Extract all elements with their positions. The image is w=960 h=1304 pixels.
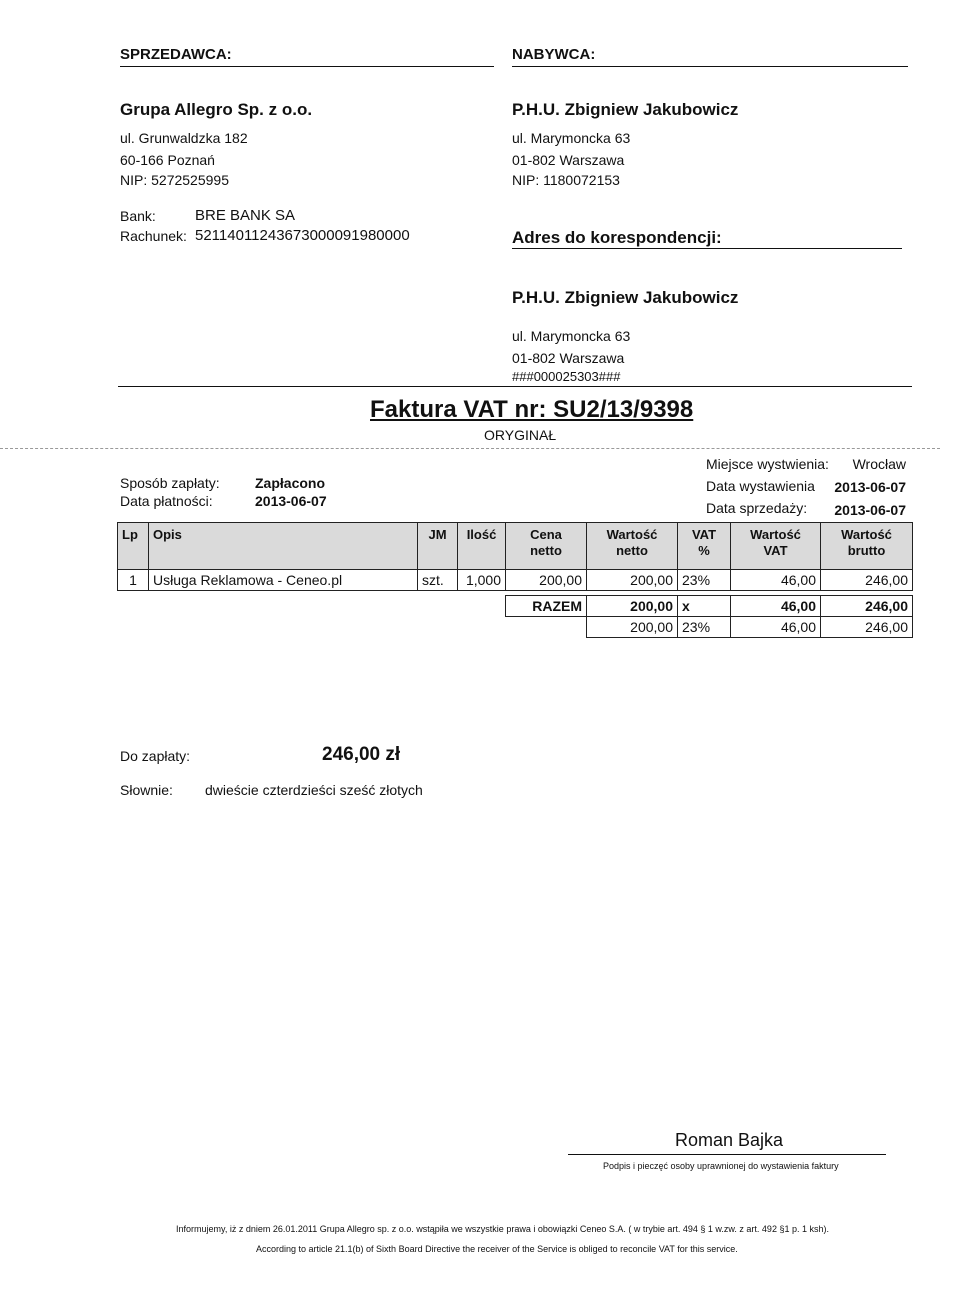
issue-date-label: Data wystawienia xyxy=(706,478,815,494)
col-lp: Lp xyxy=(118,523,149,570)
seller-heading: SPRZEDAWCA: xyxy=(120,46,232,63)
buyer-name: P.H.U. Zbigniew Jakubowicz xyxy=(512,100,739,119)
totals-netto: 200,00 xyxy=(587,596,678,617)
row-wartosc-brutto: 246,00 xyxy=(821,570,913,591)
account-label: Rachunek: xyxy=(120,228,187,244)
signature-caption: Podpis i pieczęć osoby uprawnionej do wystawienia faktury xyxy=(603,1161,839,1171)
payment-due-value: 2013-06-07 xyxy=(255,493,327,509)
invoice-copy-label: ORYGINAŁ xyxy=(484,427,557,443)
row-wartosc-vat: 46,00 xyxy=(731,570,821,591)
col-wn-line2: netto xyxy=(616,543,648,558)
totals-spacer xyxy=(506,617,587,638)
rate-percent: 23% xyxy=(678,617,731,638)
col-wv-line2: VAT xyxy=(763,543,788,558)
col-wartosc-brutto xyxy=(821,523,913,570)
amount-words-label: Słownie: xyxy=(120,782,173,798)
rate-brutto: 246,00 xyxy=(821,617,913,638)
totals-rate-row xyxy=(506,617,913,638)
col-vat-line2: % xyxy=(698,543,710,558)
correspondence-street: ul. Marymoncka 63 xyxy=(512,328,631,344)
col-wb-line2: brutto xyxy=(847,543,886,558)
issue-place-label: Miejsce wystwienia: xyxy=(706,456,829,472)
correspondence-name: P.H.U. Zbigniew Jakubowicz xyxy=(512,288,739,307)
col-vat xyxy=(678,523,731,570)
signature-name: Roman Bajka xyxy=(675,1130,784,1150)
col-wn-line1: Wartość xyxy=(606,527,658,542)
totals-label: RAZEM xyxy=(506,596,587,617)
buyer-nip: NIP: 1180072153 xyxy=(512,172,620,188)
buyer-divider xyxy=(512,66,908,67)
seller-divider xyxy=(120,66,494,67)
issue-place-value: Wrocław xyxy=(852,456,906,472)
totals-vat-rate: x xyxy=(678,596,731,617)
buyer-heading: NABYWCA: xyxy=(512,46,596,63)
payment-method-label: Sposób zapłaty: xyxy=(120,475,220,491)
correspondence-city: 01-802 Warszawa xyxy=(512,350,625,366)
footer-directive: According to article 21.1(b) of Sixth Board Directive the receiver of the Service is obliged to reconcile VAT for this service. xyxy=(256,1244,738,1254)
title-divider xyxy=(118,386,912,387)
row-opis: Usługa Reklamowa - Ceneo.pl xyxy=(149,570,418,591)
seller-nip: NIP: 5272525995 xyxy=(120,172,229,188)
amount-due-label: Do zapłaty: xyxy=(120,748,191,764)
rate-netto: 200,00 xyxy=(587,617,678,638)
bank-label: Bank: xyxy=(120,208,156,224)
row-lp: 1 xyxy=(118,570,149,591)
seller-city: 60-166 Poznań xyxy=(120,152,215,168)
totals-brutto: 246,00 xyxy=(821,596,913,617)
seller-name: Grupa Allegro Sp. z o.o. xyxy=(120,100,313,119)
payment-due-label: Data płatności: xyxy=(120,493,213,509)
col-cena-line1: Cena xyxy=(530,527,562,542)
footer-notice: Informujemy, iż z dniem 26.01.2011 Grupa Allegro sp. z o.o. wstąpiła we wszystkie prawa i obowiązki Ceneo S.A. ( w trybie art. 494 § 1 w.zw. z art. 492 §1 p. 1 ksh). xyxy=(176,1224,829,1234)
col-cena-line2: netto xyxy=(530,543,562,558)
correspondence-heading: Adres do korespondencji: xyxy=(512,228,722,247)
table-row xyxy=(118,570,913,591)
col-wb-line1: Wartość xyxy=(841,527,892,542)
items-header-row xyxy=(118,523,913,570)
totals-table xyxy=(505,595,913,638)
row-cena: 200,00 xyxy=(506,570,587,591)
row-wartosc-netto: 200,00 xyxy=(587,570,678,591)
correspondence-divider xyxy=(512,248,902,249)
invoice-title: Faktura VAT nr: SU2/13/9398 xyxy=(370,396,694,423)
col-vat-line1: VAT xyxy=(691,527,717,542)
amount-due-value: 246,00 zł xyxy=(322,744,401,765)
amount-words-value: dwieście czterdzieści sześć złotych xyxy=(205,782,423,798)
col-opis: Opis xyxy=(149,523,418,570)
row-vat: 23% xyxy=(678,570,731,591)
payment-method-value: Zapłacono xyxy=(255,475,326,491)
totals-row xyxy=(506,596,913,617)
correspondence-code: ###000025303### xyxy=(512,369,621,384)
row-jm: szt. xyxy=(418,570,458,591)
col-ilosc: Ilość xyxy=(458,523,506,570)
sale-date-label: Data sprzedaży: xyxy=(706,500,808,516)
col-wv-line1: Wartość xyxy=(750,527,801,542)
scan-dashed-line xyxy=(0,448,940,449)
sale-date-value: 2013-06-07 xyxy=(834,502,906,518)
items-table xyxy=(117,522,913,591)
totals-vat-value: 46,00 xyxy=(731,596,821,617)
bank-value: BRE BANK SA xyxy=(195,207,296,224)
seller-street: ul. Grunwaldzka 182 xyxy=(120,130,248,146)
col-jm: JM xyxy=(418,523,458,570)
col-cena xyxy=(506,523,587,570)
buyer-street: ul. Marymoncka 63 xyxy=(512,130,631,146)
signature-line xyxy=(568,1154,886,1155)
col-wartosc-vat xyxy=(731,523,821,570)
col-wartosc-netto xyxy=(587,523,678,570)
row-ilosc: 1,000 xyxy=(458,570,506,591)
rate-vat: 46,00 xyxy=(731,617,821,638)
buyer-city: 01-802 Warszawa xyxy=(512,152,625,168)
account-value: 52114011243673000091980000 xyxy=(195,227,410,244)
issue-date-value: 2013-06-07 xyxy=(834,479,906,495)
